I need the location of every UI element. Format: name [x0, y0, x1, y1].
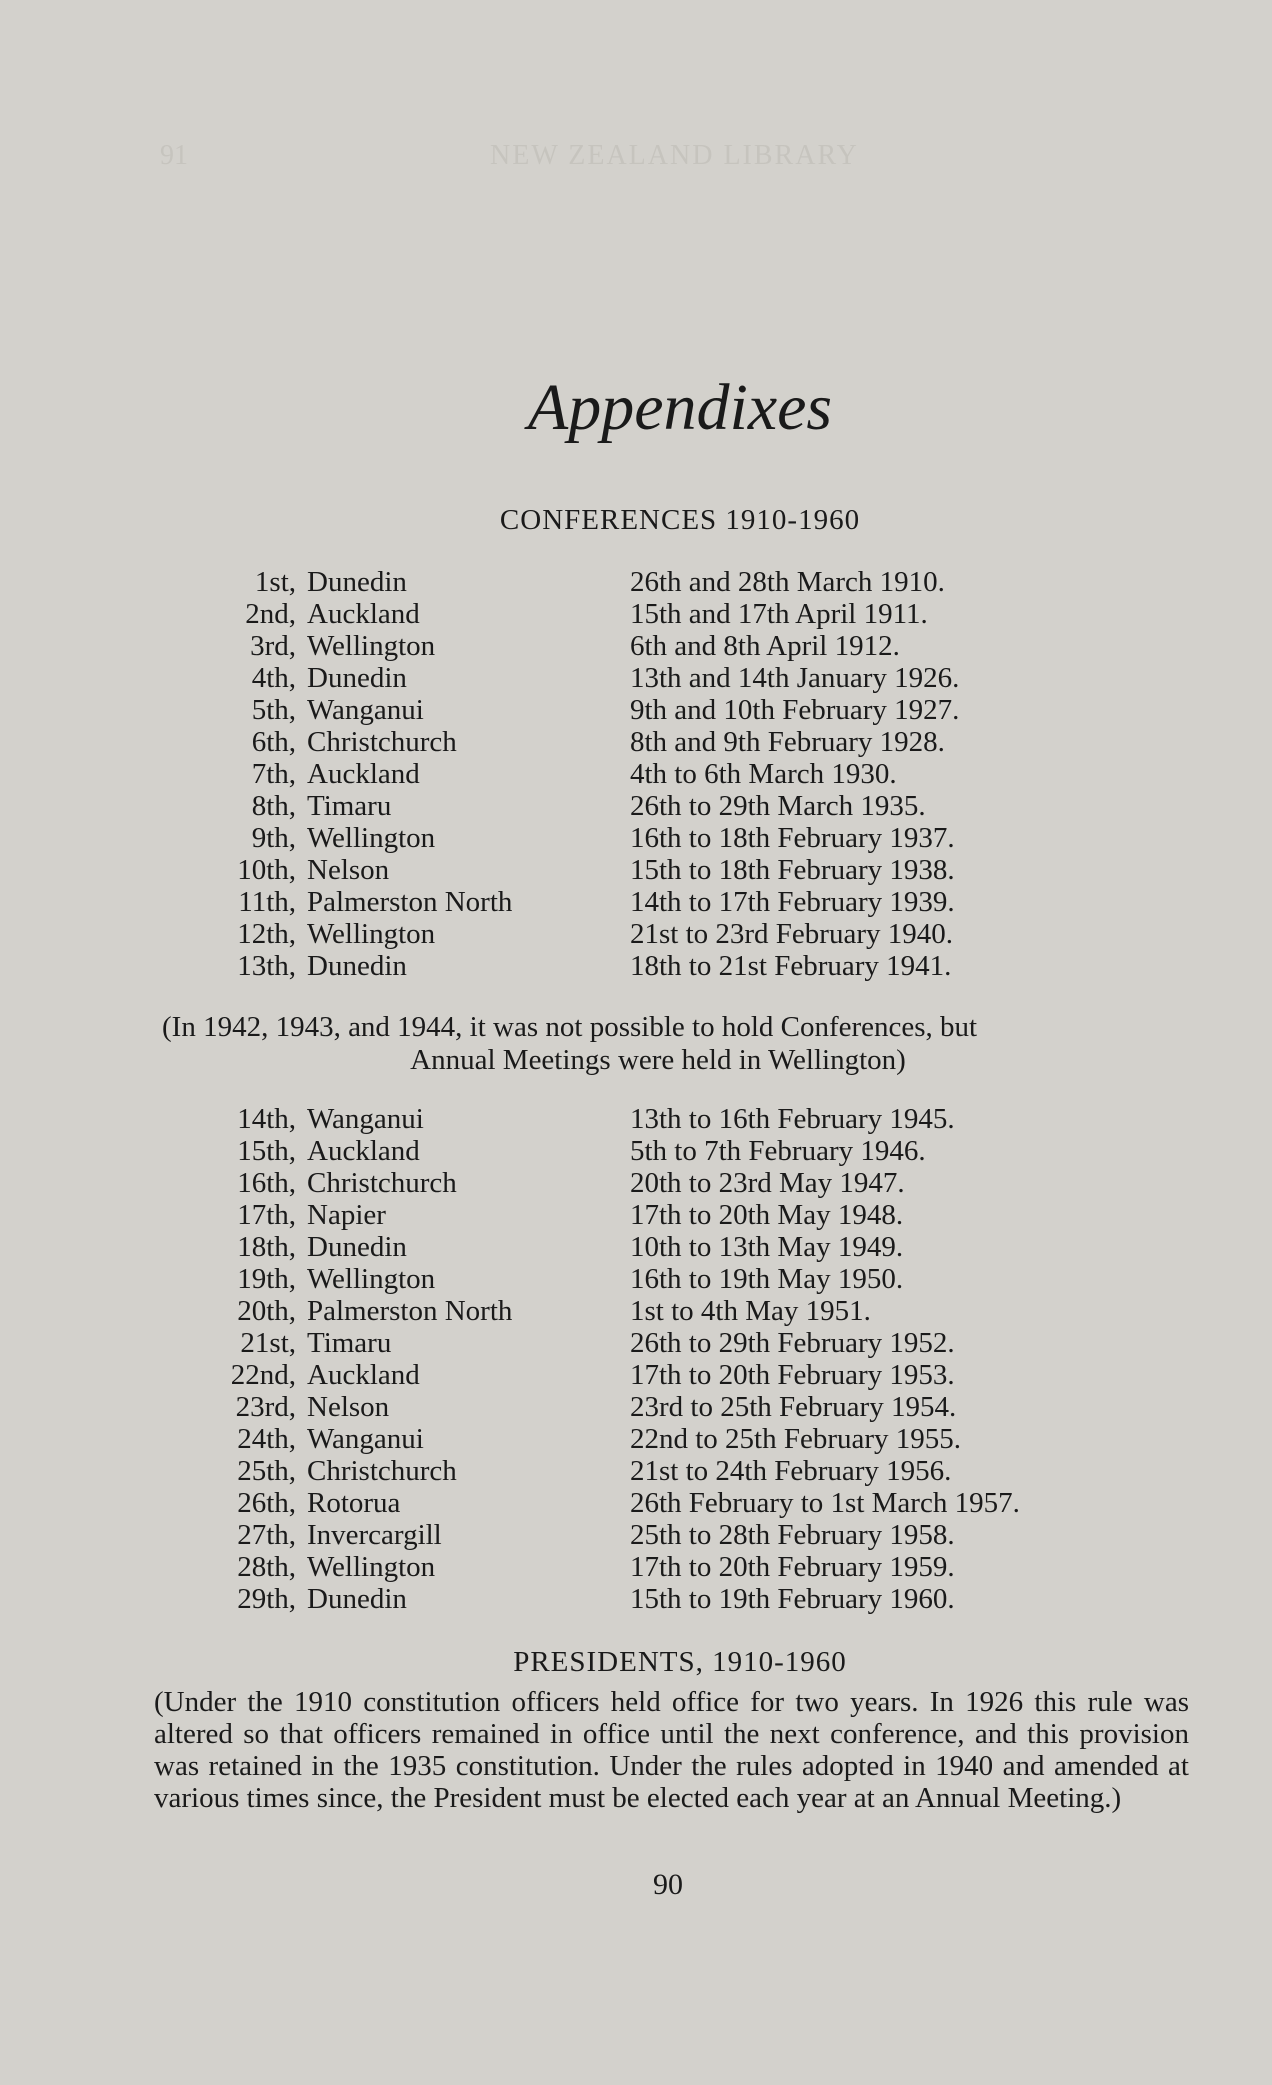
conference-city: Wellington — [307, 630, 436, 662]
conference-dates: 18th to 21st February 1941. — [630, 950, 952, 982]
conference-city: Christchurch — [307, 726, 457, 758]
conference-row — [0, 598, 1272, 630]
conference-row — [0, 726, 1272, 758]
conferences-heading: CONFERENCES 1910-1960 — [499, 504, 861, 536]
conference-city: Nelson — [307, 854, 390, 886]
conferences-list-1910-1941 — [0, 566, 1272, 982]
conference-row — [0, 1551, 1272, 1583]
conferences-wartime-note — [162, 1011, 1154, 1077]
conference-dates: 26th to 29th March 1935. — [630, 790, 926, 822]
conference-row — [0, 950, 1272, 982]
conference-dates: 26th February to 1st March 1957. — [630, 1487, 1020, 1519]
conferences-list-1945-1960 — [0, 1103, 1272, 1615]
conference-dates: 17th to 20th May 1948. — [630, 1199, 904, 1231]
conference-city: Wellington — [307, 1551, 436, 1583]
conference-ordinal: 15th, — [237, 1135, 296, 1167]
conference-dates: 15th and 17th April 1911. — [630, 598, 928, 630]
conference-dates: 15th to 19th February 1960. — [630, 1583, 955, 1615]
conference-row — [0, 1103, 1272, 1135]
conference-dates: 16th to 19th May 1950. — [630, 1263, 904, 1295]
conference-city: Napier — [307, 1199, 386, 1231]
conference-row — [0, 1327, 1272, 1359]
conference-row — [0, 1391, 1272, 1423]
conference-city: Dunedin — [307, 1231, 407, 1263]
conference-dates: 17th to 20th February 1959. — [630, 1551, 955, 1583]
conference-dates: 26th to 29th February 1952. — [630, 1327, 955, 1359]
conference-ordinal: 4th, — [251, 662, 296, 694]
conference-ordinal: 19th, — [237, 1263, 296, 1295]
conference-dates: 23rd to 25th February 1954. — [630, 1391, 957, 1423]
conference-row — [0, 1455, 1272, 1487]
conference-dates: 10th to 13th May 1949. — [630, 1231, 904, 1263]
bleed-through-running-head: NEW ZEALAND LIBRARY — [490, 140, 859, 171]
conference-ordinal: 29th, — [237, 1583, 296, 1615]
conference-row — [0, 918, 1272, 950]
conference-ordinal: 14th, — [237, 1103, 296, 1135]
conference-city: Invercargill — [307, 1519, 442, 1551]
bleed-through-page-number: 91 — [160, 140, 188, 171]
conference-city: Timaru — [307, 790, 392, 822]
conference-city: Rotorua — [307, 1487, 401, 1519]
conference-ordinal: 27th, — [237, 1519, 296, 1551]
conference-dates: 21st to 24th February 1956. — [630, 1455, 952, 1487]
conference-city: Wellington — [307, 1263, 436, 1295]
conference-ordinal: 17th, — [237, 1199, 296, 1231]
conference-ordinal: 24th, — [237, 1423, 296, 1455]
conference-city: Nelson — [307, 1391, 390, 1423]
conference-dates: 5th to 7th February 1946. — [630, 1135, 926, 1167]
conference-row — [0, 694, 1272, 726]
conference-city: Auckland — [307, 758, 420, 790]
conference-row — [0, 630, 1272, 662]
presidents-note: (Under the 1910 constitution officers held office for two years. In 1926 this rule was altered so that officers remained in office until the next conference, and this provision was retained in the 1935 constitution. Under the rules adopted in 1940 and amended at various times since, the President must be elected each year at an Annual Meeting.) — [154, 1686, 1189, 1814]
conference-ordinal: 18th, — [237, 1231, 296, 1263]
conference-ordinal: 3rd, — [250, 630, 296, 662]
conference-city: Dunedin — [307, 950, 407, 982]
conference-ordinal: 20th, — [237, 1295, 296, 1327]
conference-ordinal: 6th, — [251, 726, 296, 758]
conference-row — [0, 1199, 1272, 1231]
conference-row — [0, 1359, 1272, 1391]
conference-dates: 13th and 14th January 1926. — [630, 662, 960, 694]
conference-ordinal: 26th, — [237, 1487, 296, 1519]
conference-row — [0, 822, 1272, 854]
presidents-heading: PRESIDENTS, 1910-1960 — [513, 1646, 847, 1678]
conference-row — [0, 1583, 1272, 1615]
conference-dates: 14th to 17th February 1939. — [630, 886, 955, 918]
conference-dates: 8th and 9th February 1928. — [630, 726, 945, 758]
conference-row — [0, 1167, 1272, 1199]
wartime-note-line-1: (In 1942, 1943, and 1944, it was not possible to hold Conferences, but — [162, 1011, 978, 1043]
conference-dates: 20th to 23rd May 1947. — [630, 1167, 905, 1199]
conference-city: Wanganui — [307, 694, 424, 726]
conference-ordinal: 21st, — [240, 1327, 296, 1359]
conference-row — [0, 1231, 1272, 1263]
conference-dates: 9th and 10th February 1927. — [630, 694, 960, 726]
conference-row — [0, 886, 1272, 918]
conference-city: Christchurch — [307, 1455, 457, 1487]
conference-city: Auckland — [307, 1359, 420, 1391]
conference-city: Timaru — [307, 1327, 392, 1359]
conference-row — [0, 854, 1272, 886]
conference-dates: 6th and 8th April 1912. — [630, 630, 900, 662]
conference-city: Auckland — [307, 598, 420, 630]
conference-city: Dunedin — [307, 1583, 407, 1615]
conference-dates: 15th to 18th February 1938. — [630, 854, 955, 886]
conference-ordinal: 10th, — [237, 854, 296, 886]
conference-city: Wellington — [307, 918, 436, 950]
conference-city: Dunedin — [307, 662, 407, 694]
page-title: Appendixes — [527, 371, 833, 444]
conference-city: Palmerston North — [307, 1295, 513, 1327]
conference-ordinal: 1st, — [254, 566, 296, 598]
conference-dates: 13th to 16th February 1945. — [630, 1103, 955, 1135]
conference-dates: 1st to 4th May 1951. — [630, 1295, 871, 1327]
conference-city: Wanganui — [307, 1423, 424, 1455]
conference-row — [0, 1423, 1272, 1455]
conference-dates: 17th to 20th February 1953. — [630, 1359, 955, 1391]
conference-ordinal: 13th, — [237, 950, 296, 982]
conference-row — [0, 1295, 1272, 1327]
conference-ordinal: 9th, — [251, 822, 296, 854]
conference-row — [0, 1519, 1272, 1551]
conference-ordinal: 11th, — [238, 886, 296, 918]
conference-ordinal: 5th, — [251, 694, 296, 726]
conference-row — [0, 662, 1272, 694]
conference-dates: 22nd to 25th February 1955. — [630, 1423, 962, 1455]
conference-city: Auckland — [307, 1135, 420, 1167]
conference-city: Wellington — [307, 822, 436, 854]
conference-row — [0, 1263, 1272, 1295]
conference-dates: 4th to 6th March 1930. — [630, 758, 897, 790]
page-number: 90 — [653, 1868, 683, 1901]
conference-row — [0, 1135, 1272, 1167]
conference-ordinal: 12th, — [237, 918, 296, 950]
conference-dates: 25th to 28th February 1958. — [630, 1519, 955, 1551]
conference-ordinal: 7th, — [251, 758, 296, 790]
conference-ordinal: 2nd, — [245, 598, 296, 630]
conference-row — [0, 566, 1272, 598]
conference-city: Dunedin — [307, 566, 407, 598]
conference-ordinal: 23rd, — [235, 1391, 296, 1423]
conference-city: Christchurch — [307, 1167, 457, 1199]
conference-ordinal: 25th, — [237, 1455, 296, 1487]
conference-row — [0, 790, 1272, 822]
conference-dates: 26th and 28th March 1910. — [630, 566, 945, 598]
conference-ordinal: 22nd, — [230, 1359, 296, 1391]
conference-ordinal: 8th, — [251, 790, 296, 822]
conference-city: Palmerston North — [307, 886, 513, 918]
conference-dates: 16th to 18th February 1937. — [630, 822, 955, 854]
conference-ordinal: 28th, — [237, 1551, 296, 1583]
conference-row — [0, 758, 1272, 790]
conference-row — [0, 1487, 1272, 1519]
conference-dates: 21st to 23rd February 1940. — [630, 918, 953, 950]
wartime-note-line-2: Annual Meetings were held in Wellington) — [410, 1044, 906, 1076]
conference-ordinal: 16th, — [237, 1167, 296, 1199]
conference-city: Wanganui — [307, 1103, 424, 1135]
